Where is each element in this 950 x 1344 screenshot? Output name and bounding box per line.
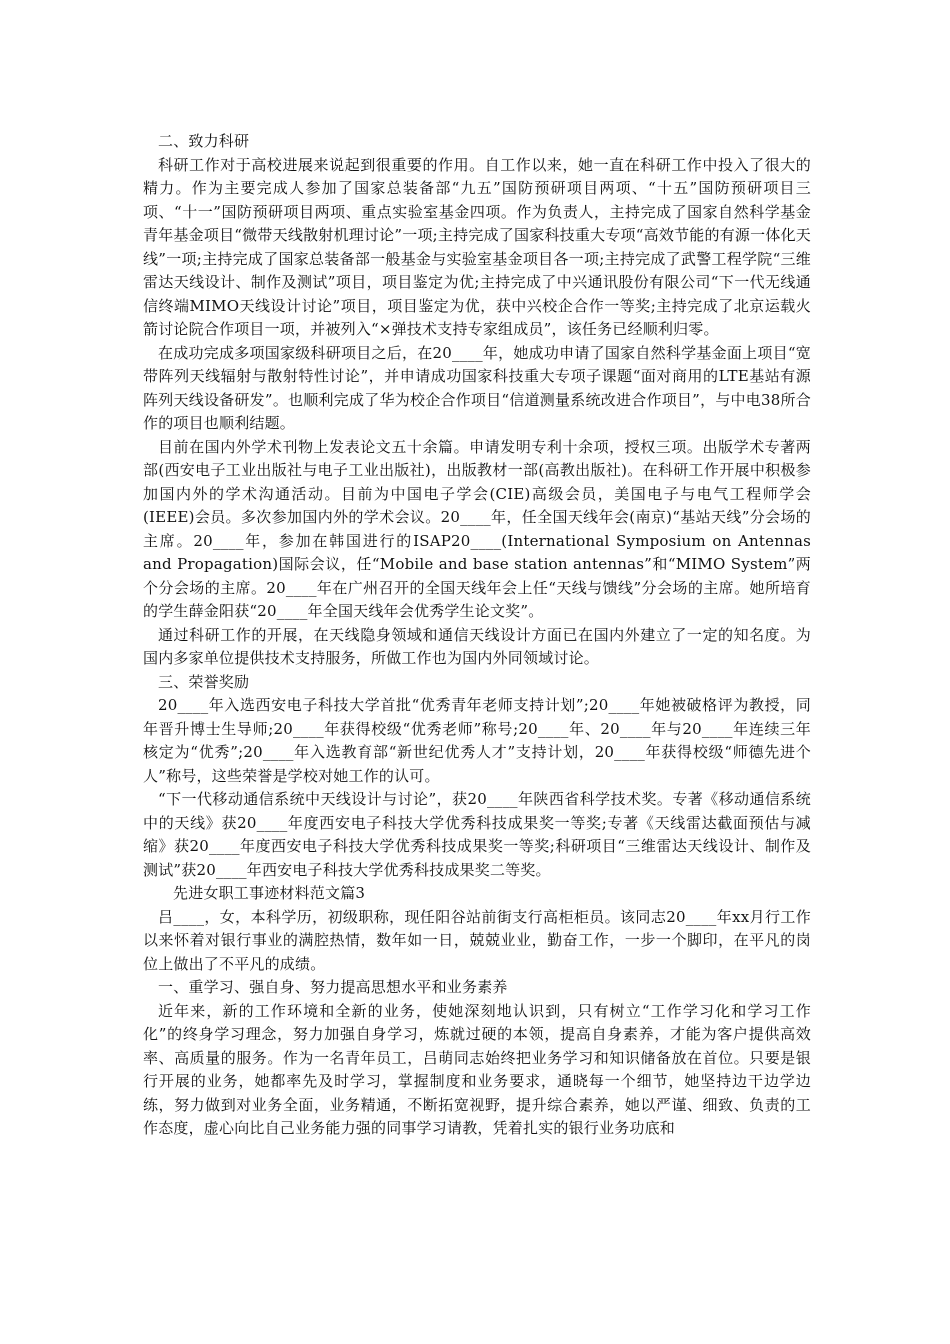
paragraph-research-intro: 科研工作对于高校进展来说起到很重要的作用。自工作以来，她一直在科研工作中投入了很大的精力。作为主要完成人参加了国家总装备部“九五”国防预研项目两项、“十五”国防预研项目三项、“十一”国防预研项目两项、重点实验室基金四项。作为负责人，主持完成了国家自然科学基金青年基金项目“微带天线散射机理讨论”一项;主持完成了国家科技重大专项“高效节能的有源一体化天线”一项;主持完成了国家总装备部一般基金与实验室基金项目各一项;主持完成了武警工程学院“三维雷达天线设计、制作及测试”项目，项目鉴定为优;主持完成了中兴通讯股份有限公司“下一代无线通信终端MIMO天线设计讨论”项目，项目鉴定为优，获中兴校企合作一等奖;主持完成了北京运载火箭讨论院合作项目一项，并被列入“×弹技术支持专家组成员”，该任务已经顺利归零。	[143, 155, 811, 338]
paragraph-research-funding: 在成功完成多项国家级科研项目之后，在20____年，她成功申请了国家自然科学基金面上项目“宽带阵列天线辐射与散射特性讨论”，并申请成功国家科技重大专项子课题“面对商用的LTE基站有源阵列天线设备研发”。也顺利完成了华为校企合作项目“信道测量系统改进合作项目”，与中电38所合作的项目也顺利结题。	[143, 343, 811, 432]
paragraph-reputation: 通过科研工作的开展，在天线隐身领域和通信天线设计方面已在国内外建立了一定的知名度。为国内多家单位提供技术支持服务，所做工作也为国内外同领域讨论。	[143, 625, 811, 667]
paragraph-awards: “下一代移动通信系统中天线设计与讨论”，获20____年陕西省科学技术奖。专著《移动通信系统中的天线》获20____年度西安电子科技大学优秀科技成果奖一等奖;专著《天线雷达截面预估与减缩》获20____年度西安电子科技大学优秀科技成果奖一等奖;科研项目“三维雷达天线设计、制作及测试”获20____年西安电子科技大学优秀科技成果奖二等奖。	[143, 790, 811, 879]
document-body	[143, 130, 811, 1141]
section-heading-honors: 三、荣誉奖励	[158, 672, 250, 691]
section-heading-research: 二、致力科研	[158, 132, 250, 150]
paragraph-honors: 20____年入选西安电子科技大学首批“优秀青年老师支持计划”;20____年她被破格评为教授，同年晋升博士生导师;20____年获得校级“优秀老师”称号;20____年、20____年与20____年连续三年核定为“优秀”;20____年入选教育部“新世纪优秀人才”支持计划，20____年获得校级“师德先进个人”称号，这些荣誉是学校对她工作的认可。	[143, 696, 811, 785]
paragraph-publications: 目前在国内外学术刊物上发表论文五十余篇。申请发明专利十余项，授权三项。出版学术专著两部(西安电子工业出版社与电子工业出版社)，出版教材一部(高教出版社)。在科研工作开展中积极参加国内外的学术沟通活动。目前为中国电子学会(CIE)高级会员，美国电子与电气工程师学会(IEEE)会员。多次参加国内外的学术会议。20____年，任全国天线年会(南京)“基站天线”分会场的主席。20____年，参加在韩国进行的ISAP20____(International Symposium on Antennas and Propagation)国际会议，任“Mobile and base station antennas”和“MIMO System”两个分会场的主席。20____年在广州召开的全国天线年会上任“天线与馈线”分会场的主席。她所培育的学生薛金阳获“20____年全国天线年会优秀学生论文奖”。	[143, 437, 811, 620]
paragraph-profile: 吕____，女，本科学历，初级职称，现任阳谷站前街支行高柜柜员。该同志20____年xx月行工作以来怀着对银行事业的满腔热情，数年如一日，兢兢业业，勤奋工作，一步一个脚印，在平凡的岗位上做出了不平凡的成绩。	[143, 907, 811, 973]
section-heading-study: 一、重学习、强自身、努力提高思想水平和业务素养	[158, 978, 508, 996]
paragraph-study: 近年来，新的工作环境和全新的业务，使她深刻地认识到，只有树立“工作学习化和学习工作化”的终身学习理念，努力加强自身学习，炼就过硬的本领，提高自身素养，才能为客户提供高效率、高质量的服务。作为一名青年员工，吕萌同志始终把业务学习和知识储备放在首位。只要是银行开展的业务，她都率先及时学习，掌握制度和业务要求，通晓每一个细节，她坚持边干边学边练，努力做到对业务全面，业务精通，不断拓宽视野，提升综合素养，她以严谨、细致、负责的工作态度，虚心向比自己业务能力强的同事学习请教，凭着扎实的银行业务功底和	[143, 1001, 811, 1137]
article-title: 先进女职工事迹材料范文篇3	[173, 884, 366, 902]
